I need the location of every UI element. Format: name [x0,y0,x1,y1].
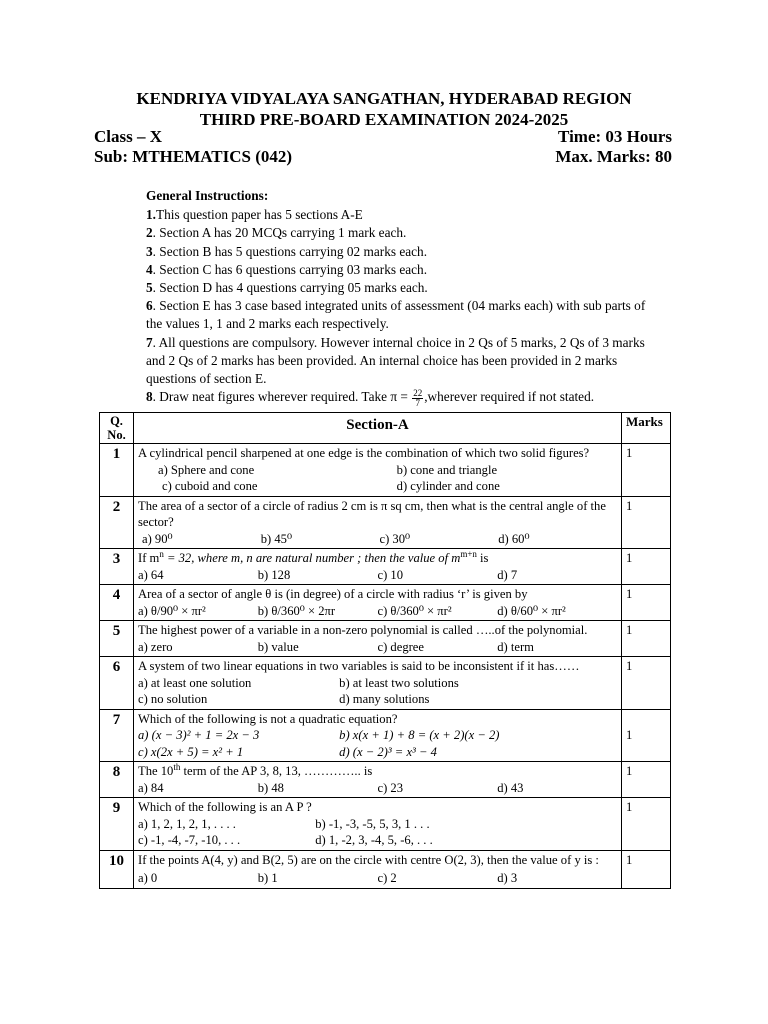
question-marks: 1 [622,621,671,657]
question-number: 3 [100,549,134,585]
instruction-item: 2. Section A has 20 MCQs carrying 1 mark each. [146,225,407,241]
table-row [100,798,671,851]
question-marks: 1 [622,444,671,497]
option: a) zero [138,639,173,654]
subject-label: Sub: MTHEMATICS (042) [94,147,293,166]
instructions-title: General Instructions: [146,188,269,203]
option: c) 30⁰ [379,531,411,546]
option: a) 1, 2, 1, 2, 1, . . . . [138,816,236,831]
option: b) 1 [257,871,278,885]
option: d) 60⁰ [498,531,530,546]
question-number: 2 [100,496,134,549]
question-text: A system of two linear equations in two variables is said to be inconsistent if it has…… [138,659,580,673]
question-body [134,709,622,762]
option: a) θ/90⁰ × πr² [138,603,206,618]
option: c) θ/360⁰ × πr² [377,603,452,618]
option: b) 48 [257,780,284,795]
question-marks: 1 [622,762,671,798]
option: d) θ/60⁰ × πr² [497,603,566,618]
question-body [134,585,622,621]
option: a) (x − 3)² + 1 = 2x − 3 [138,728,260,742]
question-body [134,798,622,851]
org-title: KENDRIYA VIDYALAYA SANGATHAN, HYDERABAD REGION [136,89,632,108]
question-marks: 1 [622,657,671,710]
table-row [100,585,671,621]
instruction-item: 8. Draw neat figures wherever required. Take π = $\frac{22}{7}$ ,wherever required if not stated. [146,387,595,408]
question-text: The area of a sector of a circle of radius 2 cm is π sq cm, then what is the central angle of the sector? [138,498,606,529]
instruction-item: 5. Section D has 4 questions carrying 05 marks each. [146,280,428,296]
table-row [100,549,671,585]
options [138,462,617,495]
option: c) x(2x + 5) = x² + 1 [138,744,244,759]
table-row [100,657,671,710]
instruction-item: 6. Section E has 3 case based integrated units of assessment (04 marks each) with sub parts of the values 1, 1 and 2 marks each respectively. [146,298,646,332]
table-row [100,444,671,497]
option: c) 10 [377,567,404,582]
option: d) term [497,639,534,654]
exam-header [0,88,768,130]
option: d) 3 [497,871,518,885]
question-text: If $m^n = 32$, where m, n are natural number ; then the value of $m^{m+n}$ is [138,548,489,565]
option: c) 2 [377,871,397,885]
option: a) at least one solution [138,675,252,690]
qno-header: Q. No. [100,413,134,444]
meta-row-2 [94,147,672,167]
option: c) -1, -4, -7, -10, . . . [138,833,241,847]
option: d) (x − 2)³ = x³ − 4 [339,744,437,759]
option: b) cone and triangle [396,462,498,477]
options [138,675,617,708]
table-row [100,850,671,888]
options [138,531,617,548]
table-row [100,621,671,657]
option: a) 0 [138,871,158,885]
meta-row-1 [94,127,672,147]
time-label: Time: 03 Hours [558,127,672,146]
option: a) 64 [138,567,164,582]
question-body [134,850,622,888]
question-body [134,444,622,497]
section-title: Section-A [134,413,622,444]
option: a) 84 [138,780,164,795]
option: a) Sphere and cone [158,462,255,477]
instruction-item: 3. Section B has 5 questions carrying 02 marks each. [146,243,428,259]
question-body [134,549,622,585]
max-marks-label: Max. Marks: 80 [555,147,672,166]
option: b) θ/360⁰ × 2πr [257,603,336,618]
question-body [134,762,622,798]
option: c) 23 [377,780,404,795]
question-text: Area of a sector of angle θ is (in degree) of a circle with radius ‘r’ is given by [138,587,528,601]
options [138,780,617,797]
question-marks: 1 [622,709,671,762]
question-number: 6 [100,657,134,710]
marks-header: Marks [622,413,671,444]
table-row [100,496,671,549]
question-marks: 1 [622,549,671,585]
options [138,868,617,887]
option: b) 128 [257,567,291,582]
question-text: The highest power of a variable in a non-zero polynomial is called …..of the polynomial. [138,623,588,637]
option: b) at least two solutions [339,675,459,690]
options [138,816,617,849]
question-number: 10 [100,850,134,888]
option: d) 1, -2, 3, -4, 5, -6, . . . [315,833,433,847]
option: d) cylinder and cone [396,479,500,493]
general-instructions [146,187,646,408]
option: d) many solutions [339,692,430,706]
question-number: 5 [100,621,134,657]
question-text: If the points A(4, y) and B(2, 5) are on the circle with centre O(2, 3), then the value of y is : [138,852,599,867]
question-number: 4 [100,585,134,621]
instruction-item: 4. Section C has 6 questions carrying 03 marks each. [146,261,428,277]
question-body [134,657,622,710]
question-body [134,621,622,657]
option: b) x(x + 1) + 8 = (x + 2)(x − 2) [339,728,500,742]
option: d) 43 [497,780,524,795]
question-text: Which of the following is not a quadratic equation? [138,711,398,726]
question-marks: 1 [622,850,671,888]
option: b) value [257,639,299,654]
option: d) 7 [497,567,518,582]
table-header-row [100,413,671,444]
table-row [100,762,671,798]
question-number: 1 [100,444,134,497]
options [138,639,617,656]
question-text: Which of the following is an A P ? [138,800,312,814]
question-marks: 1 [622,585,671,621]
option: c) cuboid and cone [162,479,258,493]
option: b) 45⁰ [260,531,293,546]
question-text: The 10th term of the AP 3, 8, 13, ………….. is [138,761,373,778]
options [138,727,617,760]
option: c) degree [377,639,424,654]
question-body [134,496,622,549]
exam-title: THIRD PRE-BOARD EXAMINATION 2024-2025 [199,110,569,129]
instruction-item: 1.This question paper has 5 sections A-E [146,207,363,223]
question-number: 8 [100,762,134,798]
class-label: Class – X [94,127,163,146]
options [138,567,617,584]
options [138,603,617,620]
option: b) -1, -3, -5, 5, 3, 1 . . . [315,816,430,831]
question-table [99,412,671,889]
question-marks: 1 [622,496,671,549]
question-marks: 1 [622,798,671,851]
question-number: 7 [100,709,134,762]
table-row [100,709,671,762]
option: c) no solution [138,692,208,706]
option: a) 90⁰ [142,531,173,546]
question-text: A cylindrical pencil sharpened at one edge is the combination of which two solid figures? [138,446,590,460]
question-number: 9 [100,798,134,851]
instruction-item: 7. All questions are compulsory. However internal choice in 2 Qs of 5 marks, 2 Qs of 3 marks and 2 Qs of 2 marks has been provided. An internal choice has been provided in 2 marks questions of section E. [146,334,645,387]
